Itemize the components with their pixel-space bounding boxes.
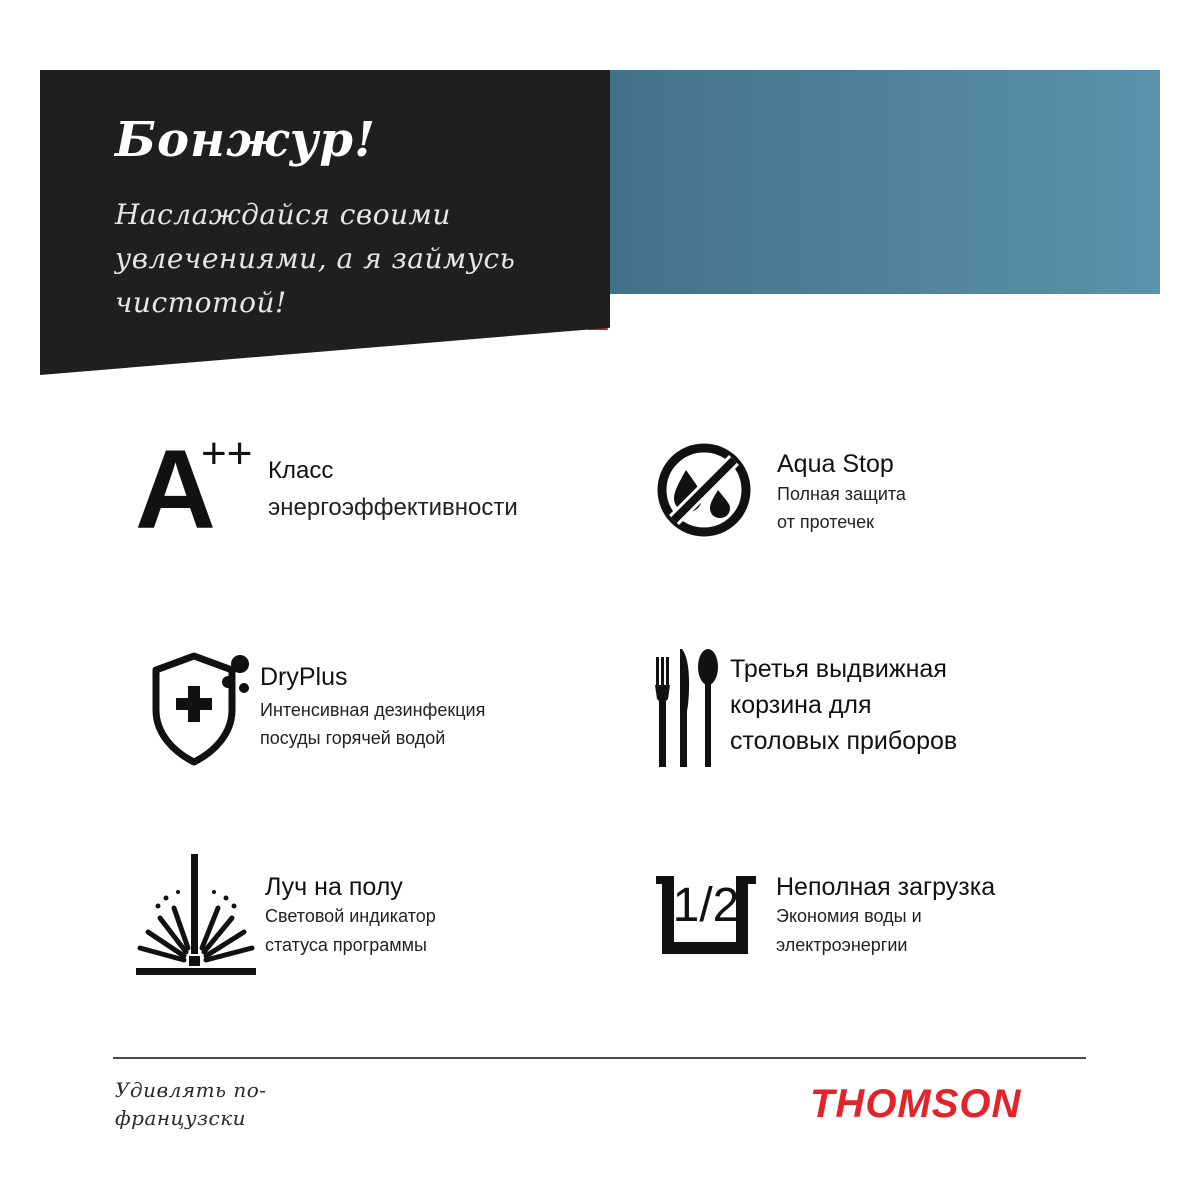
half-load-fraction: 1/2 — [672, 879, 740, 932]
energy-class-icon — [135, 427, 265, 552]
feature-description: энергоэффективности — [268, 494, 518, 521]
feature-description-line-1: Световой индикатор — [265, 906, 436, 926]
thomson-logo: THOMSON — [810, 1082, 1022, 1126]
tagline: Наслаждайся своими увлечениями, а я займусь чистотой! — [115, 198, 516, 319]
feature-description-line-2: от протечек — [777, 512, 874, 532]
energy-class-letter: A — [135, 427, 216, 552]
feature-description-line-2: посуды горячей водой — [260, 728, 446, 748]
hero-banner — [0, 0, 1200, 400]
feature-description-line-1: Интенсивная дезинфекция — [260, 700, 486, 720]
blue-background-panel — [580, 70, 1160, 294]
footer-slogan: Удивлять по-французски — [115, 1078, 267, 1130]
aqua-stop-icon — [654, 440, 754, 540]
greeting-heading: Бонжур! — [115, 112, 377, 168]
feature-title: Aqua Stop — [777, 450, 894, 478]
feature-description-line-2: электроэнергии — [776, 935, 908, 955]
feature-title: Луч на полу — [265, 873, 403, 901]
footer-divider — [113, 1057, 1086, 1059]
feature-description-line-1: Экономия воды и — [776, 906, 922, 926]
feature-description-line-2: статуса программы — [265, 935, 427, 955]
energy-class-superscript: ++ — [201, 429, 253, 478]
feature-title: Класс — [268, 457, 334, 484]
shield-plus-icon — [144, 648, 254, 768]
feature-title-line-1: Третья выдвижная — [730, 655, 947, 683]
feature-description-line-1: Полная защита — [777, 484, 906, 504]
feature-title-line-2: корзина для — [730, 691, 872, 719]
feature-title: DryPlus — [260, 663, 348, 691]
cutlery-icon — [652, 645, 722, 769]
floor-beam-icon — [134, 852, 258, 976]
feature-title-line-3: столовых приборов — [730, 727, 958, 755]
half-load-icon — [654, 870, 758, 960]
feature-title: Неполная загрузка — [776, 873, 996, 901]
